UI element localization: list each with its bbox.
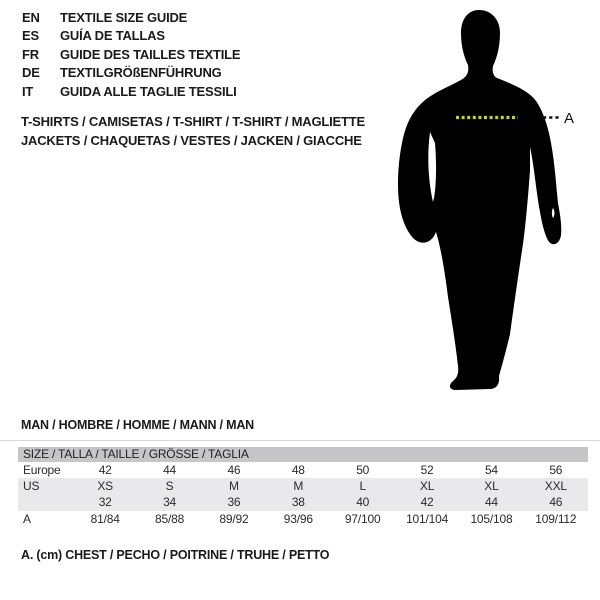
table-cell: 56: [549, 463, 563, 477]
language-label: GUÍA DE TALLAS: [60, 28, 165, 44]
table-cell: L: [359, 479, 366, 494]
language-code: IT: [22, 83, 34, 99]
table-cell: 48: [291, 463, 305, 477]
table-cell: M: [293, 479, 304, 494]
table-cell: 93/96: [283, 511, 313, 526]
language-label: GUIDA ALLE TAGLIE TESSILI: [60, 83, 237, 99]
language-list: [22, 9, 240, 101]
table-row: [18, 494, 588, 510]
table-cell: S: [165, 479, 174, 494]
list-item: [22, 9, 240, 27]
row-label: US: [23, 479, 40, 494]
language-code: ES: [22, 28, 39, 44]
table-cell: XS: [97, 479, 113, 494]
language-code: FR: [22, 46, 39, 62]
table-cell: 36: [227, 495, 241, 510]
table-row: [18, 462, 588, 478]
table-cell: XL: [419, 479, 435, 494]
table-cell: 101/104: [406, 511, 449, 526]
size-table-body: [18, 462, 588, 527]
table-cell: 81/84: [90, 511, 120, 526]
table-row: [18, 511, 588, 527]
table-top-divider: [0, 440, 600, 441]
table-cell: 46: [227, 463, 241, 477]
list-item: [22, 64, 240, 82]
table-cell: 50: [356, 463, 370, 477]
table-cell: 32: [98, 495, 112, 510]
section-title-man: MAN / HOMBRE / HOMME / MANN / MAN: [21, 418, 254, 432]
list-item: [22, 27, 240, 45]
table-cell: 40: [356, 495, 370, 510]
measure-label-a: A: [564, 110, 575, 127]
table-cell: 54: [484, 463, 498, 477]
list-item: [22, 46, 240, 64]
table-cell: 52: [420, 463, 434, 477]
table-cell: XL: [484, 479, 499, 494]
table-cell: M: [229, 479, 239, 494]
language-label: GUIDE DES TAILLES TEXTILE: [60, 46, 241, 62]
list-item: [22, 83, 240, 101]
man-silhouette: [398, 10, 561, 390]
size-table: [18, 447, 588, 527]
table-cell: 38: [291, 495, 305, 510]
measurement-footnote: A. (cm) CHEST / PECHO / POITRINE / TRUHE / PETTO: [21, 548, 330, 562]
language-code: DE: [22, 65, 40, 81]
table-cell: 42: [420, 495, 434, 510]
size-table-header: SIZE / TALLA / TAILLE / GRÖSSE / TAGLIA: [18, 447, 588, 462]
table-cell: XXL: [544, 479, 567, 494]
table-cell: 105/108: [470, 511, 513, 526]
row-label: [18, 494, 73, 510]
table-row: [18, 478, 588, 494]
table-cell: 97/100: [344, 511, 381, 526]
garment-categories: [21, 113, 365, 150]
language-code: EN: [22, 10, 40, 25]
table-cell: 109/112: [535, 511, 577, 526]
table-cell: 44: [163, 463, 177, 477]
table-cell: 89/92: [219, 511, 249, 526]
table-cell: 46: [549, 495, 563, 510]
man-silhouette-figure: [396, 8, 576, 392]
language-label: TEXTILGRÖßENFÜHRUNG: [60, 65, 222, 81]
table-cell: 44: [484, 495, 498, 510]
table-cell: 42: [98, 463, 112, 477]
category-line-jackets: JACKETS / CHAQUETAS / VESTES / JACKEN / GIACCHE: [21, 132, 362, 148]
row-label: A: [23, 511, 31, 526]
row-label: Europe: [23, 463, 61, 477]
category-line-tshirts: T-SHIRTS / CAMISETAS / T-SHIRT / T-SHIRT / MAGLIETTE: [21, 114, 365, 129]
table-cell: 34: [163, 495, 177, 510]
language-label: TEXTILE SIZE GUIDE: [60, 10, 188, 25]
table-cell: 85/88: [155, 511, 185, 526]
size-table-grid: [18, 462, 588, 527]
